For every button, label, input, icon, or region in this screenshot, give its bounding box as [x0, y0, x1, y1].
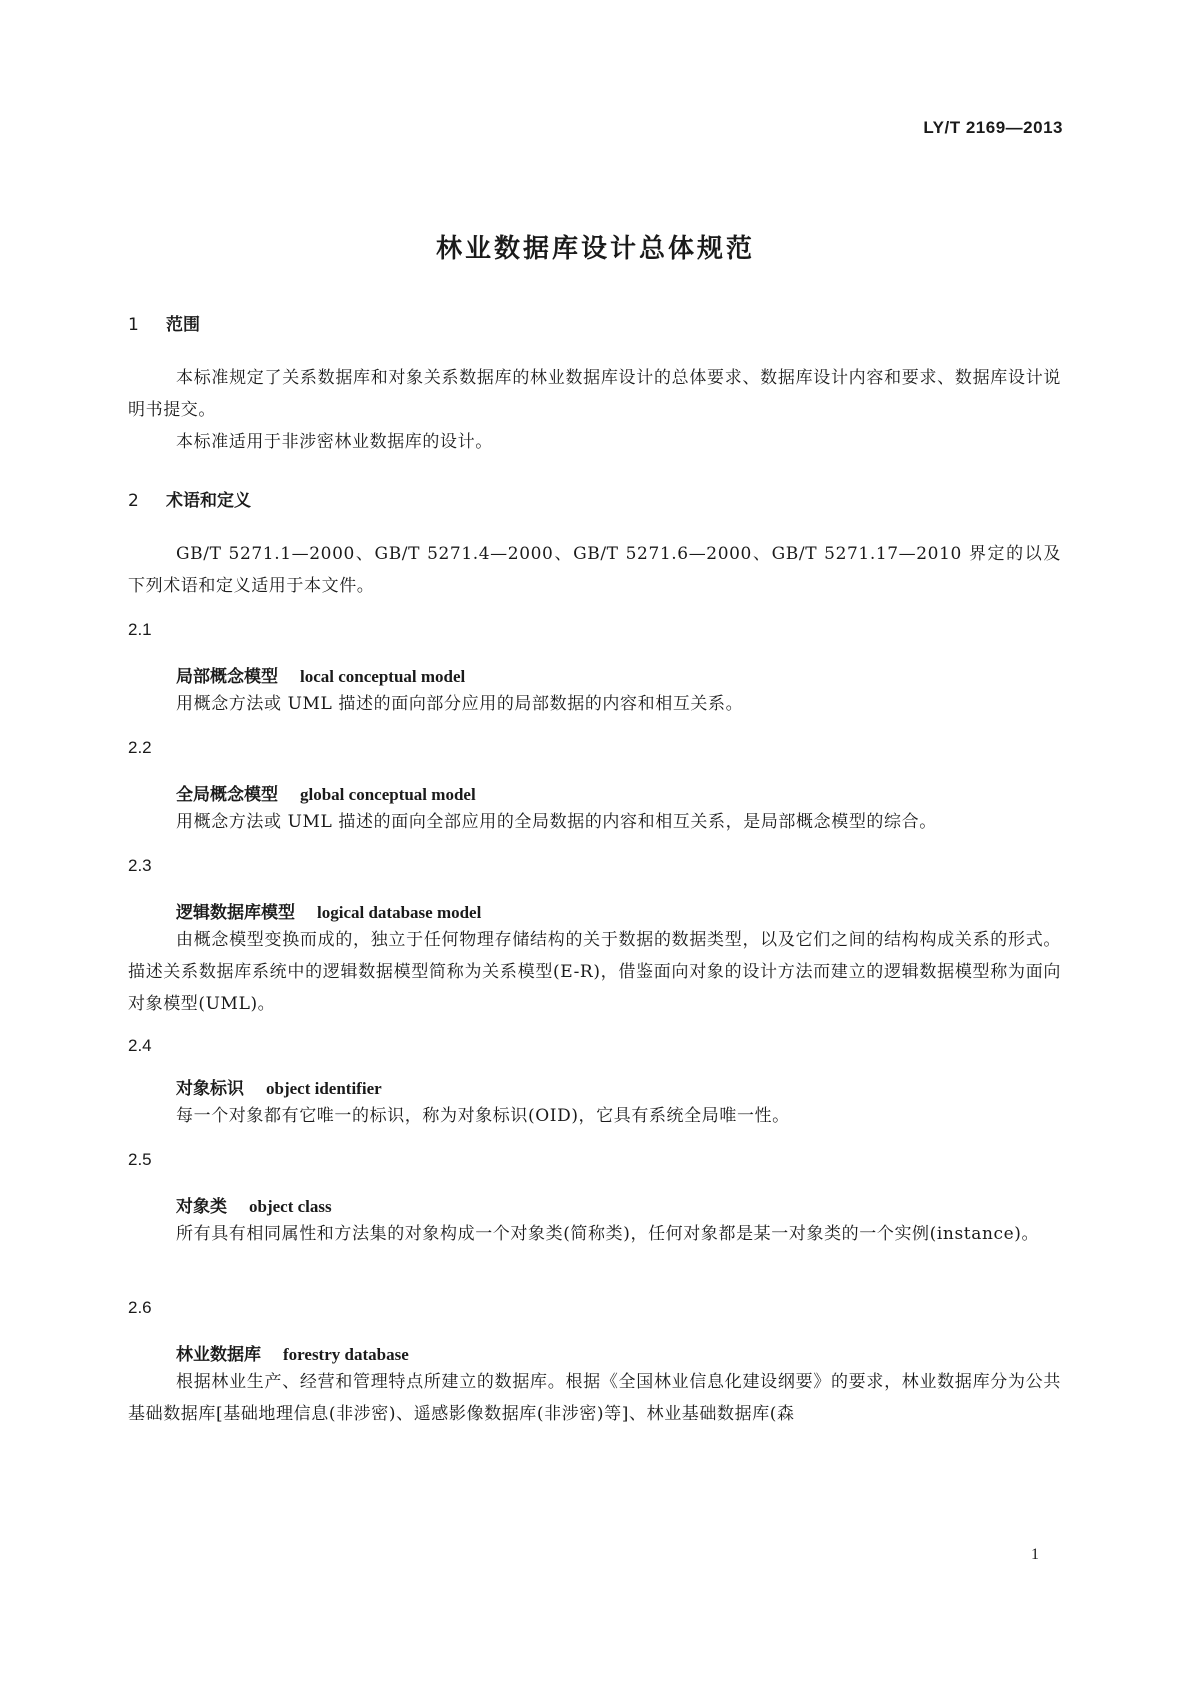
term-definition: 用概念方法或 UML 描述的面向全部应用的全局数据的内容和相互关系，是局部概念模型的综合。 — [176, 812, 937, 832]
section-number: 2 — [128, 491, 139, 511]
standard-code: LY/T 2169—2013 — [923, 118, 1063, 137]
section-number: 1 — [128, 315, 139, 335]
term-zh: 局部概念模型 — [176, 667, 278, 687]
term-en: logical database model — [317, 903, 482, 922]
term-number: 2.4 — [128, 1036, 152, 1055]
term-en: object identifier — [266, 1079, 382, 1098]
section-heading-1 — [128, 310, 200, 335]
term-definition: 每一个对象都有它唯一的标识，称为对象标识(OID)，它具有系统全局唯一性。 — [176, 1106, 790, 1126]
term-title — [176, 1192, 332, 1217]
page-number: 1 — [1031, 1546, 1039, 1563]
term-zh: 全局概念模型 — [176, 785, 278, 805]
term-definition: 所有具有相同属性和方法集的对象构成一个对象类(简称类)，任何对象都是某一对象类的一个实例(instance)。 — [176, 1224, 1040, 1244]
term-definition: 根据林业生产、经营和管理特点所建立的数据库。根据《全国林业信息化建设纲要》的要求，林业数据库分为公共基础数据库[基础地理信息(非涉密)、遥感影像数据库(非涉密)等]、林业基础数据库(森 — [128, 1372, 1061, 1424]
terms-intro-paragraph: GB/T 5271.1—2000、GB/T 5271.4—2000、GB/T 5271.6—2000、GB/T 5271.17—2010 界定的以及下列术语和定义适用于本文件。 — [128, 544, 1061, 596]
term-number: 2.3 — [128, 856, 152, 875]
term-en: forestry database — [283, 1345, 409, 1364]
term-title — [176, 662, 465, 687]
document-title: 林业数据库设计总体规范 — [435, 234, 755, 264]
term-zh: 对象类 — [176, 1197, 227, 1217]
term-number: 2.5 — [128, 1150, 152, 1169]
term-number: 2.1 — [128, 620, 152, 639]
term-title — [176, 780, 476, 805]
term-title — [176, 1340, 409, 1365]
term-number: 2.2 — [128, 738, 152, 757]
section-heading-2 — [128, 486, 251, 511]
term-en: global conceptual model — [300, 785, 476, 804]
term-zh: 逻辑数据库模型 — [176, 903, 295, 923]
scope-paragraph-1: 本标准规定了关系数据库和对象关系数据库的林业数据库设计的总体要求、数据库设计内容和要求、数据库设计说明书提交。 — [128, 368, 1061, 420]
term-en: local conceptual model — [300, 667, 466, 686]
term-definition: 由概念模型变换而成的，独立于任何物理存储结构的关于数据的数据类型，以及它们之间的结构构成关系的形式。描述关系数据库系统中的逻辑数据模型简称为关系模型(E-R)，借鉴面向对象的设计方法而建立的逻辑数据模型称为面向对象模型(UML)。 — [128, 930, 1061, 1014]
term-definition: 用概念方法或 UML 描述的面向部分应用的局部数据的内容和相互关系。 — [176, 694, 744, 714]
term-zh: 林业数据库 — [176, 1345, 261, 1365]
section-title: 术语和定义 — [166, 491, 251, 511]
term-en: object class — [249, 1197, 332, 1216]
term-zh: 对象标识 — [176, 1079, 244, 1099]
term-number: 2.6 — [128, 1298, 152, 1317]
term-title — [176, 898, 481, 923]
section-title: 范围 — [166, 315, 200, 335]
scope-paragraph-2: 本标准适用于非涉密林业数据库的设计。 — [176, 432, 493, 452]
term-title — [176, 1074, 382, 1099]
